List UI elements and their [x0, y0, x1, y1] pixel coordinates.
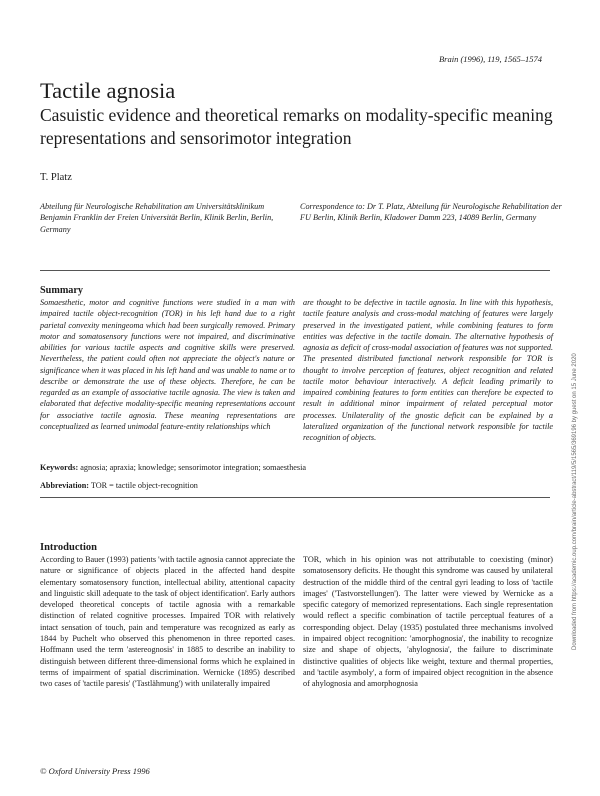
download-side-note: [570, 200, 580, 650]
journal-volume-pages: (1996), 119, 1565–1574: [460, 54, 542, 64]
summary-heading: Summary: [40, 285, 84, 296]
correspondence-address: Correspondence to: Dr T. Platz, Abteilung für Neurologische Rehabilitation der FU Berlin, Klinik Berlin, Kladower Damm 223, 14089 Berlin, Germany: [300, 202, 562, 223]
abbreviation-label: Abbreviation:: [40, 481, 89, 490]
copyright-footer: © Oxford University Press 1996: [40, 766, 150, 776]
introduction-heading: Introduction: [40, 542, 97, 553]
journal-name: Brain: [438, 54, 459, 64]
keywords-text: agnosia; apraxia; knowledge; sensorimotor integration; somaesthesia: [80, 463, 307, 472]
abbreviation-line: [40, 481, 560, 490]
download-side-note-text: Downloaded from https://academic.oup.com/brain/article-abstract/119/5/1565/369196 by guest on 15 June 2020: [572, 353, 578, 650]
abbreviation-text: TOR = tactile object-recognition: [90, 481, 198, 490]
journal-citation: [439, 54, 542, 64]
summary-right-column: are thought to be defective in tactile agnosia. In line with this hypothesis, tactile feature analysis and cross-modal matching of features were largely preserved in the investigated patient, while combining features to form entities was defective in the tactile domain. The alternative hypothesis of agnosia as deficit of cross-modal association of features was not supported. The presented distributed functional network responsible for TOR is thought to involve perception of features, object recognition and related tactile motor behaviour interactively. A deficit leading primarily to impaired combining features to form entities can therefore be expected to result in additional minor impairment of related perceptual motor processes. Unilaterality of the gnostic deficit can be explained by a lateralized organization of the functional network responsible for tactile recognition of objects.: [303, 298, 553, 442]
summary-bottom-rule: [40, 497, 550, 498]
summary-left-column: Somaesthetic, motor and cognitive functions were studied in a man with impaired tactile object-recognition (TOR) in his left hand due to a right parietal convexity meningeoma which had been surgically removed. Primary motor and somatosensory functions were not impaired, and discriminative abilities for various tactile aspects and cognitive skills were preserved. Nevertheless, the patient could often not appreciate the object's nature or significance when it was placed in his left hand and was unable to name or to describe or demonstrate the use of these objects. Therefore, he can be regarded as an example of associative tactile agnosia. The view is taken and elaborated that defective modality-specific meaning representations account for associative tactile agnosia. These meaning representations are conceptualized as learned unimodal feature-entity relationships which: [40, 298, 295, 431]
summary-top-rule: [40, 270, 550, 271]
keywords-line: [40, 463, 560, 472]
author-affiliation: Abteilung für Neurologische Rehabilitation am Universitätsklinikum Benjamin Franklin der Freien Universität Berlin, Klinik Berlin, Berlin, Germany: [40, 202, 274, 234]
introduction-right-column: TOR, which in his opinion was not attributable to coexisting (minor) somatosensory deficits. He thought this syndrome was caused by unilateral destruction of the middle third of the central gyri leading to loss of 'tactile images' ('Tastvorstellungen'). The latter were viewed by Wernicke as a specific category of memorized representations. Each single representation would reflect a specific combination of tactile perceptual features of a corresponding object. Delay (1935) postulated three mechanisms involved in impaired object recognition: 'amorphognosia', the inability to recognize size and shape of objects, 'ahylognosia', the failure to discriminate distinctive qualities of objects like weight, texture and thermal properties, and 'tactile asymboly', a form of impaired object recognition in the absence of ahylognosia and amorphognosia: [303, 555, 553, 689]
introduction-left-column: According to Bauer (1993) patients 'with tactile agnosia cannot appreciate the nature or significance of objects placed in the affected hand despite elementary somatosensory function, intellectual ability, attentional capacity and linguistic skill adequate to the task of object identification'. Early authors developed theoretical concepts of tactile agnosia with a remarkable distinction of related cognitive processes. Impaired TOR with relatively intact sensation of touch, pain and temperature was recognized as early as 1844 by Puchelt who observed this phenomenon in three reported cases. Hoffmann used the term 'astereognosis' in 1885 to describe an inability to distinguish between different three-dimensional forms which he explained in terms of impairment of spatial discrimination. Wernicke (1895) described two cases of 'tactile paresis' ('Tastlähmung') with unilaterally impaired: [40, 555, 295, 689]
author-name: T. Platz: [40, 172, 72, 183]
keywords-label: Keywords:: [40, 463, 79, 472]
article-subtitle: Casuistic evidence and theoretical remarks on modality-specific meaning representations and sensorimotor integration: [40, 105, 553, 148]
article-title: Tactile agnosia: [40, 78, 176, 103]
